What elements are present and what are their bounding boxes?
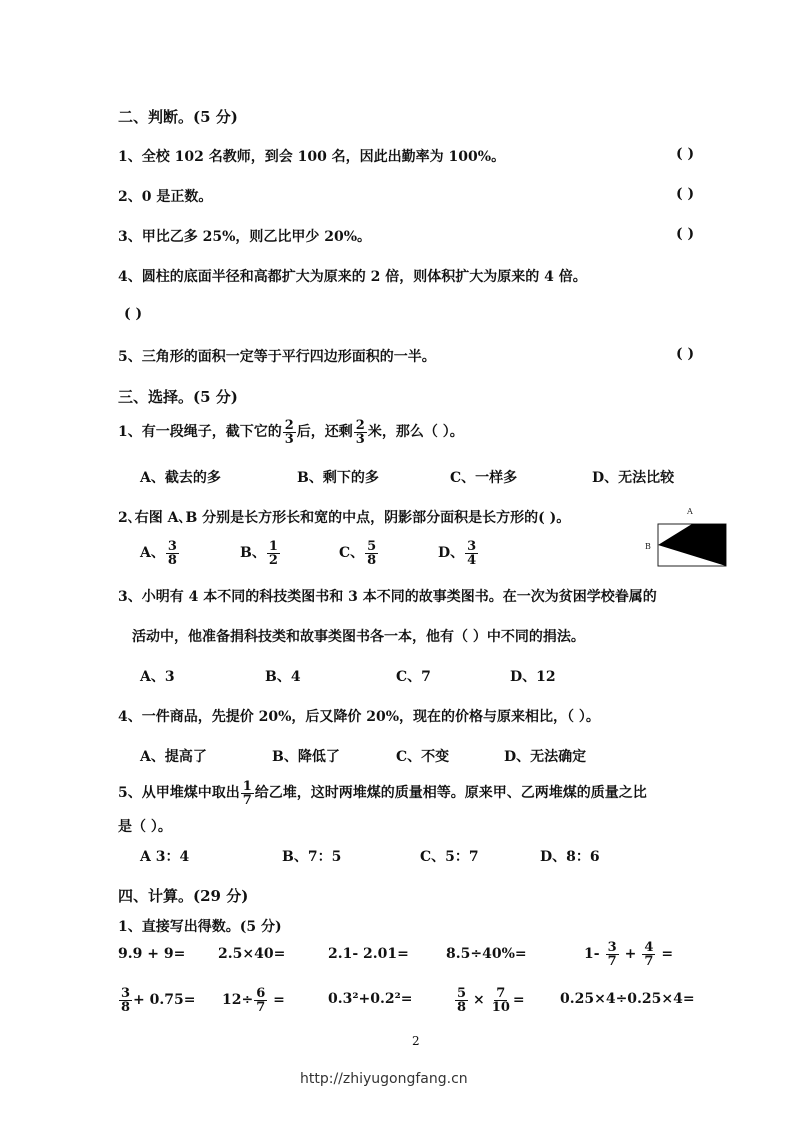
choice-q1-text-c: 米，那么（ ）。 xyxy=(367,424,464,440)
answer-paren[interactable]: ( ) xyxy=(676,146,695,162)
fraction: $\frac{1}{2}$ xyxy=(268,538,278,568)
judgment-q5: 5、三角形的面积一定等于平行四边形面积的一半。 xyxy=(118,349,436,365)
answer-paren[interactable]: ( ) xyxy=(124,306,143,322)
shaded-triangle xyxy=(658,524,726,566)
fraction: $\frac{2}{3}$ xyxy=(355,417,365,447)
expression: 2.5×40= xyxy=(218,946,286,962)
expression: 0.3²+0.2²= xyxy=(328,991,413,1007)
choice-q5-line2: 是（ ）。 xyxy=(118,819,172,835)
option[interactable]: C、一样多 xyxy=(450,470,518,486)
option[interactable]: C、7 xyxy=(396,669,431,685)
footer-url[interactable]: http://zhiyugongfang.cn xyxy=(300,1071,468,1087)
option[interactable]: B、剩下的多 xyxy=(297,470,379,486)
choice-q5-line1: 5、从甲堆煤中取出 $\frac{1}{7}$ 给乙堆，这时两堆煤的质量相等。原来甲、乙两堆煤的质量之比 xyxy=(118,778,647,808)
choice-q3-line1: 3、小明有 4 本不同的科技类图书和 3 本不同的故事类图书。在一次为贫困学校眷属的 xyxy=(118,589,657,605)
expression: 12÷ $\frac{6}{7}$ = xyxy=(222,985,285,1015)
option[interactable]: A 3：4 xyxy=(140,849,190,865)
answer-paren[interactable]: ( ) xyxy=(676,226,695,242)
answer-paren[interactable]: ( ) xyxy=(676,346,695,362)
choice-q3-line2: 活动中，他准备捐科技类和故事类图书各一本，他有（ ）中不同的捐法。 xyxy=(132,629,585,645)
choice-q1-text-a: 1、有一段绳子，截下它的 xyxy=(118,424,282,440)
rectangle-diagram xyxy=(640,504,732,568)
fraction: $\frac{2}{3}$ xyxy=(284,417,294,447)
option[interactable]: D、无法确定 xyxy=(504,749,587,765)
expression: $\frac{5}{8}$ × $\frac{7}{10}$ = xyxy=(457,985,525,1015)
option[interactable]: D、12 xyxy=(510,669,556,685)
option[interactable]: D、无法比较 xyxy=(592,470,675,486)
choice-q4: 4、一件商品，先提价 20%，后又降价 20%，现在的价格与原来相比，（ ）。 xyxy=(118,709,600,725)
fraction: $\frac{1}{7}$ xyxy=(242,778,252,808)
option[interactable]: A、 $\frac{3}{8}$ xyxy=(140,538,177,568)
option[interactable]: C、不变 xyxy=(396,749,450,765)
page-number: 2 xyxy=(412,1034,420,1048)
expression: 0.25×4÷0.25×4= xyxy=(560,991,695,1007)
option[interactable]: A、3 xyxy=(140,669,175,685)
judgment-q3: 3、甲比乙多 25%，则乙比甲少 20%。 xyxy=(118,229,372,245)
option[interactable]: B、降低了 xyxy=(272,749,340,765)
point-b-label: B xyxy=(645,542,651,551)
section-calc-title: 四、计算。(29 分) xyxy=(118,887,249,905)
option[interactable]: D、 $\frac{3}{4}$ xyxy=(438,538,477,568)
option[interactable]: A、提高了 xyxy=(140,749,207,765)
expression: 9.9 + 9= xyxy=(118,946,186,962)
section-choice-title: 三、选择。(5 分) xyxy=(118,388,238,406)
section-judgment-title: 二、判断。(5 分) xyxy=(118,108,238,126)
option[interactable]: B、4 xyxy=(265,669,301,685)
answer-paren[interactable]: ( ) xyxy=(676,186,695,202)
fraction: $\frac{5}{8}$ xyxy=(367,538,377,568)
judgment-q1: 1、全校 102 名教师，到会 100 名，因此出勤率为 100%。 xyxy=(118,149,506,165)
choice-q1 xyxy=(118,418,464,446)
option[interactable]: A、截去的多 xyxy=(140,470,221,486)
option[interactable]: B、7：5 xyxy=(282,849,342,865)
fraction: $\frac{3}{4}$ xyxy=(467,538,477,568)
judgment-q4: 4、圆柱的底面半径和高都扩大为原来的 2 倍，则体积扩大为原来的 4 倍。 xyxy=(118,269,587,285)
calc-subtitle: 1、直接写出得数。(5 分) xyxy=(118,919,282,935)
option[interactable]: C、 $\frac{5}{8}$ xyxy=(339,538,377,568)
expression: 1- $\frac{3}{7}$ + $\frac{4}{7}$ = xyxy=(584,939,674,969)
point-a-label: A xyxy=(687,507,693,516)
option[interactable]: C、5：7 xyxy=(420,849,479,865)
expression: $\frac{3}{8}$ + 0.75= xyxy=(121,985,196,1015)
fraction: $\frac{3}{8}$ xyxy=(167,538,177,568)
expression: 2.1- 2.01= xyxy=(328,946,409,962)
choice-q2: 2､右图 A､B 分别是长方形长和宽的中点，阴影部分面积是长方形的( )。 xyxy=(118,510,571,526)
expression: 8.5÷40%= xyxy=(446,946,527,962)
option[interactable]: B、 $\frac{1}{2}$ xyxy=(240,538,278,568)
choice-q1-text-b: 后，还剩 xyxy=(296,424,353,440)
option[interactable]: D、8：6 xyxy=(540,849,600,865)
judgment-q2: 2、0 是正数。 xyxy=(118,189,213,205)
